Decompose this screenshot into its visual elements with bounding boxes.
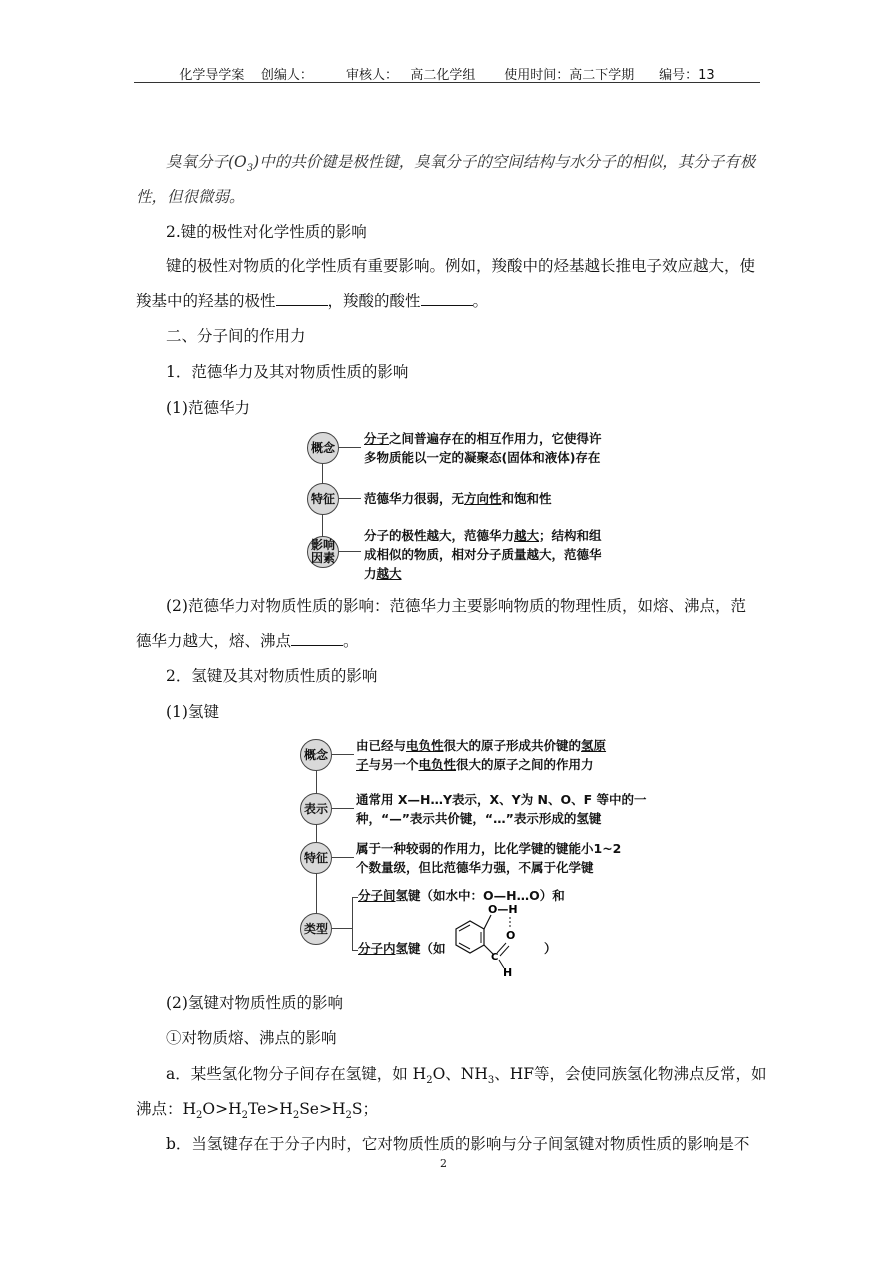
node-concept: 概念 [307, 432, 339, 464]
vdw-feature-text: 范德华力很弱，无方向性和饱和性 [364, 491, 552, 506]
c-o-bond [484, 915, 491, 929]
hbond-feature-text: 属于一种较弱的作用力，比化学键的键能小1~2 个数量级，但比范德华力强，不属于化学键 [356, 841, 622, 875]
paragraph-line: 羧基中的羟基的极性 ，羧酸的酸性 。 [136, 292, 489, 310]
paragraph-line: (2)范德华力对物质性质的影响：范德华力主要影响物质的物理性质，如熔、沸点，范 [166, 597, 746, 615]
salicylaldehyde-structure [444, 903, 544, 978]
struct-oh-label: O—H [488, 903, 518, 916]
subsection-heading: 2．氢键及其对物质性质的影响 [166, 667, 378, 685]
node-notation: 表示 [300, 793, 332, 825]
vdw-concept-map [300, 428, 640, 588]
hbond-type-intermolecular: 分子间氢键（如水中：O—H…O）和 [358, 888, 565, 903]
hbond-type-paren: ） [544, 941, 557, 956]
struct-o-label: O [506, 929, 516, 942]
hbond-concept-map [296, 735, 656, 980]
page-header: 化学导学案 创编人： 审核人： 高二化学组 使用时间：高二下学期 编号：13 [134, 64, 760, 83]
paragraph-line: 键的极性对物质的化学性质有重要影响。例如，羧酸中的烃基越长推电子效应越大，使 [166, 257, 756, 275]
connector-line [332, 857, 354, 858]
vdw-concept-text: 分子之间普遍存在的相互作用力，它使得许 多物质能以一定的凝聚态(固体和液体)存在 [364, 431, 602, 465]
ozone-paragraph-line1: 臭氧分子$(O_3)$中的共价键是极性键，臭氧分子的空间结构与水分子的相似，其分子有极 [166, 153, 756, 175]
benzene-ring [456, 921, 484, 953]
node-type: 类型 [300, 913, 332, 945]
connector-line [332, 928, 352, 929]
subsection-heading: (1)氢键 [166, 703, 219, 721]
fill-blank[interactable] [291, 645, 343, 646]
bracket-line [352, 897, 353, 951]
paragraph-line: b．当氢键存在于分子内时，它对物质性质的影响与分子间氢键对物质性质的影响是不 [166, 1135, 750, 1153]
hbond-notation-text: 通常用 X—H…Y表示，X、Y为 N、O、F 等中的一 种，“—”表示共价键，“…”表示形成的氢键 [356, 792, 647, 826]
connector-line [339, 551, 361, 552]
part-heading: 二、分子间的作用力 [166, 327, 306, 345]
struct-h-label: H [503, 966, 513, 978]
node-feature: 特征 [300, 842, 332, 874]
node-feature: 特征 [307, 483, 339, 515]
subsection-heading: (1)范德华力 [166, 399, 250, 417]
struct-c-label: C [491, 952, 499, 963]
node-concept: 概念 [300, 739, 332, 771]
connector-line [332, 754, 354, 755]
subsection-heading: (2)氢键对物质性质的影响 [166, 994, 343, 1012]
connector-line [339, 498, 361, 499]
paragraph-line: 德华力越大，熔、沸点 。 [136, 632, 359, 650]
node-factors: 影响 因素 [307, 536, 339, 568]
paragraph-line: 沸点：$H_2O>H_2Te>H_2Se>H_2S$； [136, 1100, 378, 1122]
page-number: 2 [440, 1157, 447, 1170]
vdw-factors-text: 分子的极性越大，范德华力越大；结构和组 成相似的物质，相对分子质量越大，范德华 力越大 [364, 528, 602, 581]
list-item: ①对物质熔、沸点的影响 [166, 1029, 337, 1047]
paragraph-line: a．某些氢化物分子间存在氢键，如 $H_2O$、$NH_3$、HF等，会使同族氢化物沸点反常，如 [166, 1065, 767, 1087]
connector-line [332, 808, 354, 809]
hbond-concept-text: 由已经与电负性很大的原子形成共价键的氢原 子与另一个电负性很大的原子之间的作用力 [356, 738, 607, 772]
connector-line [339, 447, 361, 448]
fill-blank[interactable] [276, 305, 328, 306]
ozone-paragraph-line2: 性，但很微弱。 [136, 188, 245, 206]
hbond-type-intramolecular: 分子内氢键（如 [358, 941, 446, 956]
section-heading: 2.键的极性对化学性质的影响 [166, 223, 367, 241]
fill-blank[interactable] [421, 305, 473, 306]
subsection-heading: 1．范德华力及其对物质性质的影响 [166, 363, 409, 381]
